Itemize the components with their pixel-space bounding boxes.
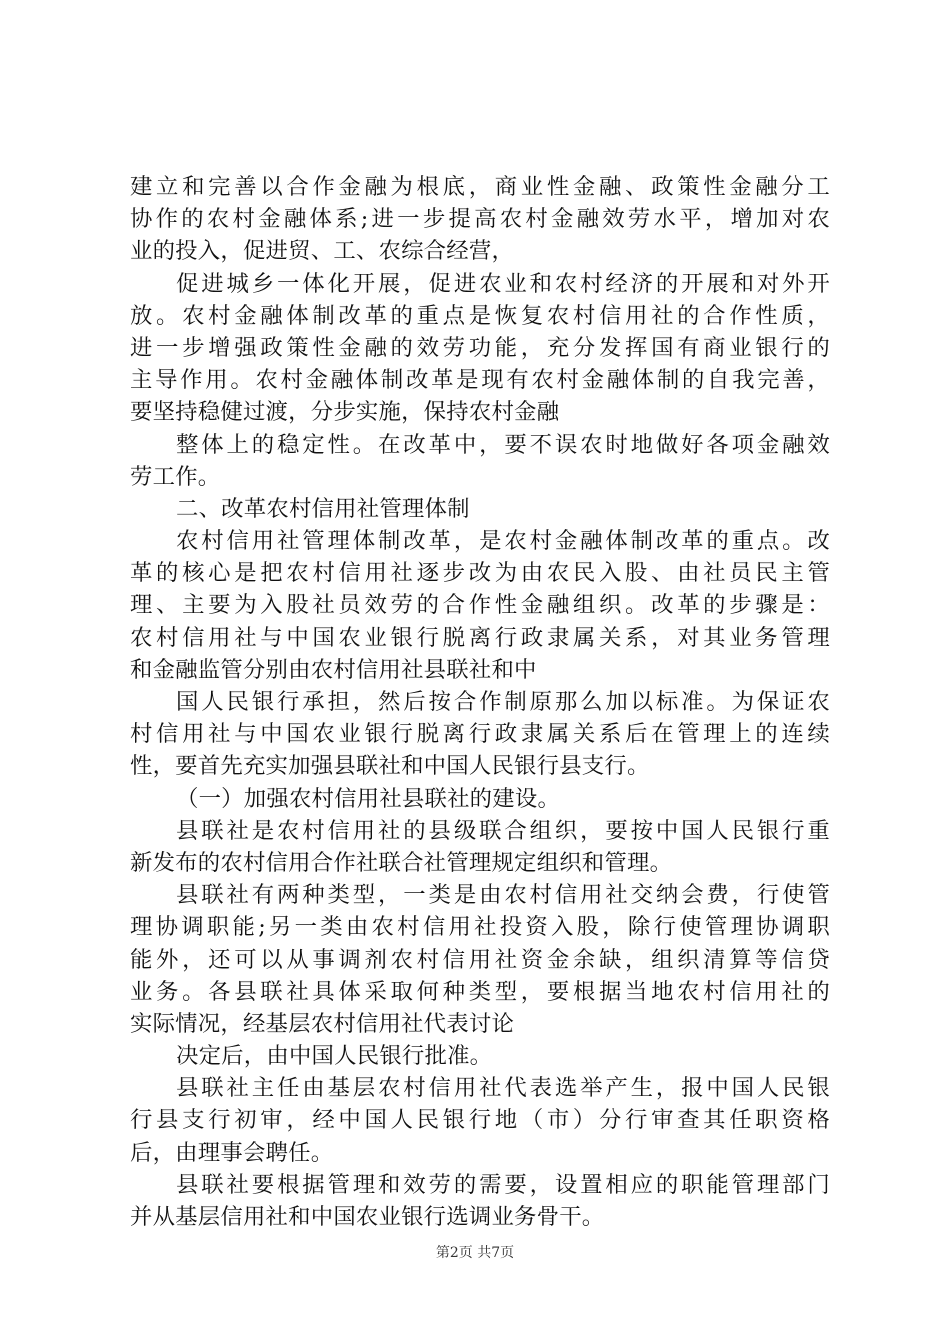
- text-line: 并从基层信用社和中国农业银行选调业务骨干。: [130, 1204, 605, 1230]
- text-line: 县联社主任由基层农村信用社代表选举产生，报中国人民银: [176, 1075, 830, 1102]
- text-line: 行县支行初审，经中国人民银行地（市）分行审查其任职资格: [130, 1107, 830, 1134]
- text-line: 村信用社与中国农业银行脱离行政隶属关系后在管理上的连续: [130, 721, 830, 748]
- text-line: 性，要首先充实加强县联社和中国人民银行县支行。: [130, 753, 650, 780]
- subsection-heading: （一）加强农村信用社县联社的建设。: [176, 785, 561, 812]
- text-line: 实际情况，经基层农村信用社代表讨论: [130, 1010, 515, 1037]
- text-line: 后，由理事会聘任。: [130, 1139, 334, 1166]
- text-line: 业务。各县联社具体采取何种类型，要根据当地农村信用社的: [130, 978, 830, 1005]
- text-line: 劳工作。: [130, 463, 221, 490]
- page-number-footer: 第2页 共7页: [435, 1245, 515, 1261]
- section-heading: 二、改革农村信用社管理体制: [176, 495, 470, 522]
- text-line: 国人民银行承担，然后按合作制原那么加以标准。为保证农: [176, 689, 830, 715]
- text-line: 革的核心是把农村信用社逐步改为由农民入股、由社员民主管: [130, 560, 830, 587]
- text-line: 能外，还可以从事调剂农村信用社资金余缺，组织清算等信贷: [130, 946, 830, 973]
- text-line: 新发布的农村信用合作社联合社管理规定组织和管理。: [130, 849, 673, 876]
- text-line: 建立和完善以合作金融为根底，商业性金融、政策性金融分工: [130, 174, 830, 200]
- text-line: 理协调职能;另一类由农村信用社投资入股，除行使管理协调职: [130, 914, 830, 941]
- text-line: 促进城乡一体化开展，促进农业和农村经济的开展和对外开: [176, 270, 830, 297]
- text-line: 县联社要根据管理和效劳的需要，设置相应的职能管理部门: [176, 1171, 830, 1198]
- text-line: 放。农村金融体制改革的重点是恢复农村信用社的合作性质，: [130, 302, 830, 329]
- text-line: 主导作用。农村金融体制改革是现有农村金融体制的自我完善，: [130, 367, 830, 394]
- body-text: [130, 171, 830, 1233]
- text-line: 业的投入，促进贸、工、农综合经营，: [130, 238, 515, 265]
- text-line: 农村信用社与中国农业银行脱离行政隶属关系，对其业务管理: [130, 624, 830, 651]
- text-line: 县联社是农村信用社的县级联合组织，要按中国人民银行重: [176, 817, 830, 844]
- text-line: 农村信用社管理体制改革，是农村金融体制改革的重点。改: [176, 528, 830, 555]
- text-line: 进一步增强政策性金融的效劳功能，充分发挥国有商业银行的: [130, 334, 830, 361]
- text-line: 县联社有两种类型，一类是由农村信用社交纳会费，行使管: [176, 882, 830, 909]
- text-line: 要坚持稳健过渡，分步实施，保持农村金融: [130, 399, 560, 426]
- text-line: 理、主要为入股社员效劳的合作性金融组织。改革的步骤是：: [130, 592, 830, 619]
- text-line: 协作的农村金融体系;进一步提高农村金融效劳水平，增加对农: [130, 206, 830, 233]
- text-line: 决定后，由中国人民银行批准。: [176, 1043, 493, 1070]
- text-line: 和金融监管分别由农村信用社县联社和中: [130, 656, 537, 683]
- text-line: 整体上的稳定性。在改革中，要不误农时地做好各项金融效: [176, 431, 830, 458]
